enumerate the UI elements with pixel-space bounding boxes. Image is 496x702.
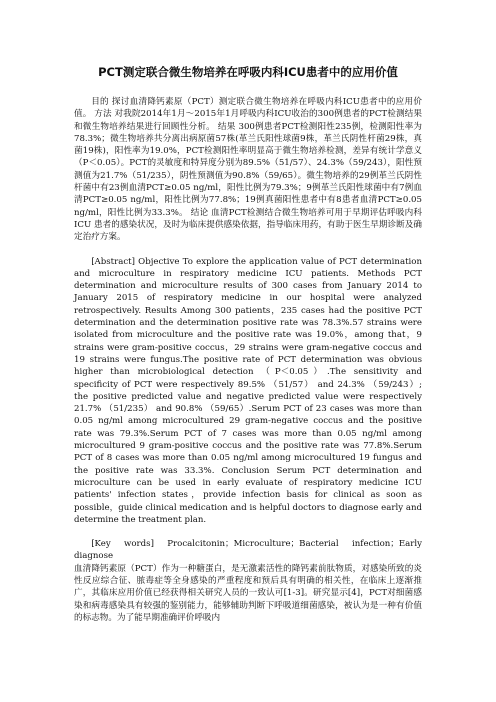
english-abstract: [Abstract] Objective To explore the application value of PCT determination and microculture in respiratory medicine ICU patients. Methods PCT determination and microculture results of 300 cases from January 2014 to January 2015 of respiratory medicine in our hospital were analyzed retrospectively. Results Among 300 patients，235 cases had the positive PCT determination and the determination positive rate was 78.3%.57 strains were isolated from microculture and the positive rate was 19.0%，among that，9 strains were gram-positive coccus，29 strains were gram-negative coccus and 19 strains were fungus.The positive rate of PCT determination was obvious higher than microbiological detection （P＜0.05）.The sensitivity and specificity of PCT were respectively 89.5% （51/57） and 24.3% （59/243）; the positive predicted value and negative predicted value were respectively 21.7% （51/235） and 90.8% （59/65）.Serum PCT of 23 cases was more than 0.05 ng/ml among microcultured 29 gram-negative coccus and the positive rate was 79.3%.Serum PCT of 7 cases was more than 0.05 ng/ml among microcultured 9 gram-positive coccus and the positive rate was 77.8%.Serum PCT of 8 cases was more than 0.05 ng/ml among microcultured 19 fungus and the positive rate was 33.3%. Conclusion Serum PCT determination and microculture can be used in early evaluate of respiratory medicine ICU patients' infection states，provide infection basis for clinical as soon as possible，guide clinical medication and is helpful doctors to diagnose early and determine the treatment plan. [74,256,422,525]
paper-title: PCT测定联合微生物培养在呼吸内科ICU患者中的应用价值 [98,65,398,79]
section-gap [74,244,422,256]
introduction-paragraph: 血清降钙素原（PCT）作为一种糖蛋白，是无激素活性的降钙素前肽物质，对感染所致的炎性反应综合征、脓毒症等全身感染的严重程度和预后具有明确的相关性，在临床上逐渐推广，其临床应用价值已经获得相关研究人员的一致认可[1-3]。研究显示[4]，PCT对细菌感染和病毒感染具有较强的鉴别能力，能够辅助判断下呼吸道细菌感染，被认为是一种有价值的标志物。为了能早期准确评价呼吸内 [74,563,422,623]
keywords: [Key words] Procalcitonin；Microculture；Bacterial infection；Early diagnose [74,539,422,562]
chinese-abstract: 目的 探讨血清降钙素原（PCT）测定联合微生物培养在呼吸内科ICU患者中的应用价值。 方法 对我院2014年1月～2015年1月呼吸内科ICU收治的300例患者的PCT检测结果和微生物培养结果进行回顾性分析。 结果 300例患者PCT检测阳性235例，检测阳性率为78.3%；微生物培养共分离出病原菌57株(革兰氏阳性球菌9株，革兰氏阴性杆菌29株，真菌19株)，阳性率为19.0%，PCT检测阳性率明显高于微生物培养检测，差异有统计学意义（P＜0.05）。PCT的灵敏度和特异度分别为89.5%（51/57）、24.3%（59/243），阳性预测值为21.7%（51/235），阴性预测值为90.8%（59/65）。微生物培养的29例革兰氏阴性杆菌中有23例血清PCT≥0.05 ng/ml，阳性比例为79.3%；9例革兰氏阳性球菌中有7例血清PCT≥0.05 ng/ml，阳性比例为77.8%；19例真菌阳性患者中有8患者血清PCT≥0.05 ng/ml，阳性比例为33.3%。 结论 血清PCT检测结合微生物培养可用于早期评估呼吸内科 ICU 患者的感染状况，及时为临床提供感染依据，指导临床用药，有助于医生早期诊断及确定治疗方案。 [74,97,422,243]
section-gap [74,526,422,538]
